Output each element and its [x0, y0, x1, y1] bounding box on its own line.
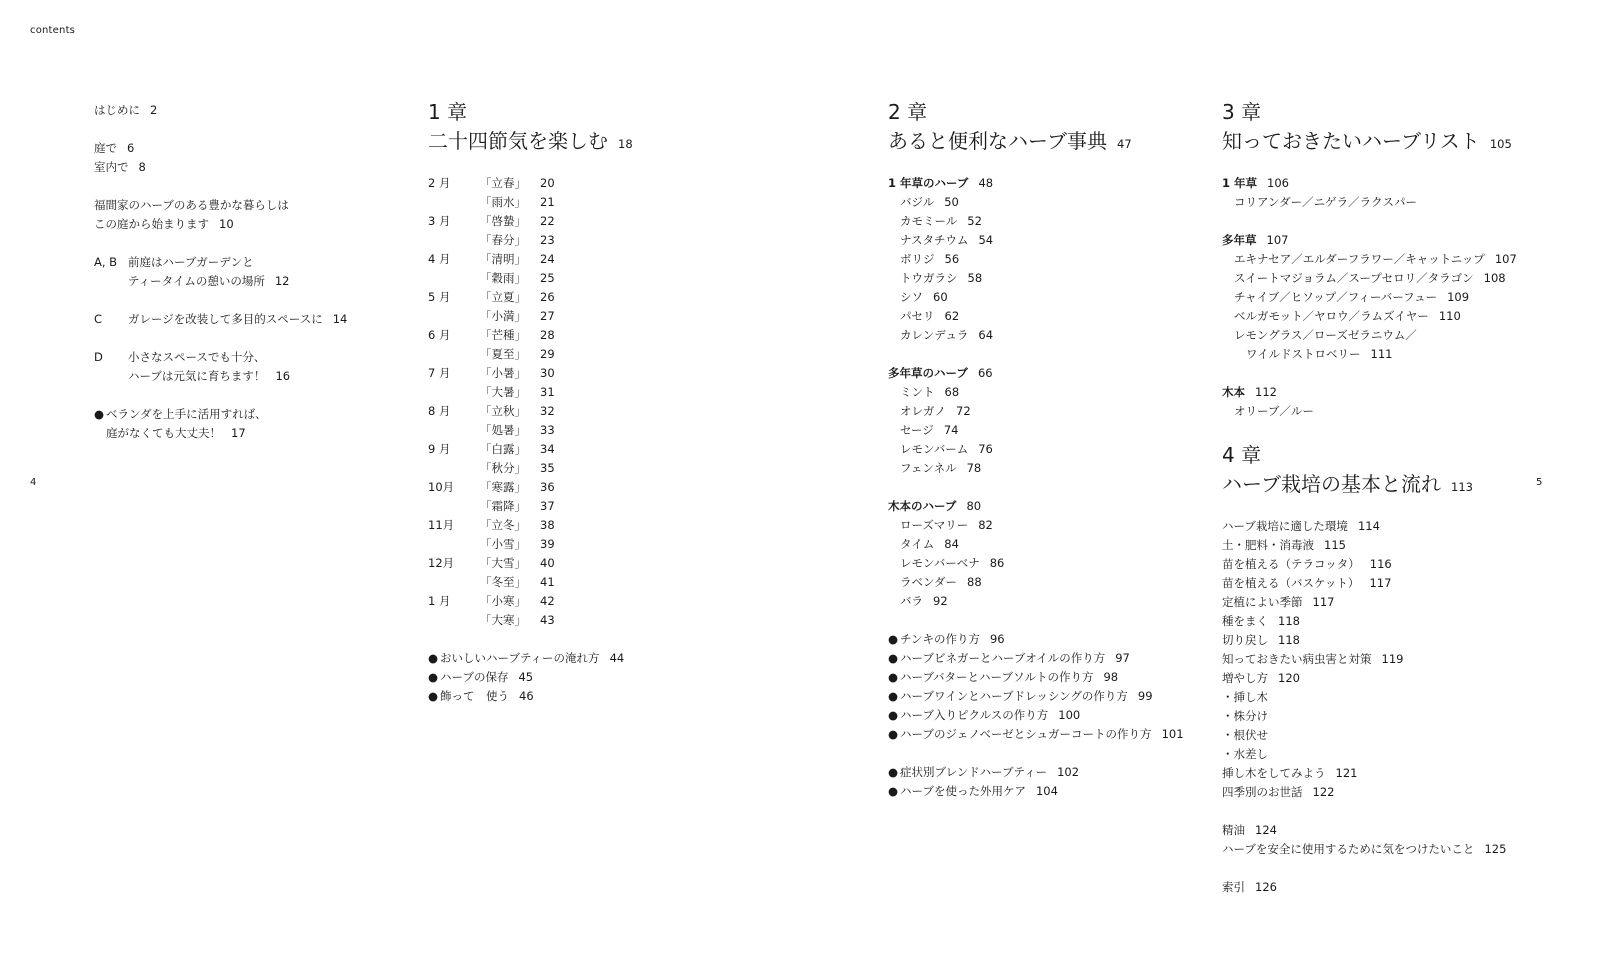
- entry-label: 増やし方: [1222, 671, 1268, 685]
- entry-label: トウガラシ: [900, 271, 958, 285]
- toc-entry[interactable]: この庭から始まります 10: [94, 217, 234, 231]
- chapter-2-column: [888, 98, 1208, 801]
- herb-list-item[interactable]: [1222, 269, 1552, 288]
- toc-entry[interactable]: [1222, 707, 1552, 726]
- page-number: 92: [933, 594, 948, 608]
- herb-entry[interactable]: [888, 383, 1208, 402]
- heading-label: 木本のハーブ: [888, 499, 957, 513]
- toc-entry[interactable]: [428, 649, 808, 668]
- page-number: 22: [540, 214, 555, 228]
- term-label: 「立冬」: [480, 518, 526, 532]
- toc-entry[interactable]: [1222, 612, 1552, 631]
- toc-entry[interactable]: ティータイムの憩いの場所 12: [128, 274, 290, 288]
- perennial-list: [1222, 250, 1552, 326]
- page-number: 21: [540, 195, 555, 209]
- term-label: 「清明」: [480, 252, 526, 266]
- bullet-icon: ●: [888, 708, 899, 722]
- page-number: 33: [540, 423, 555, 437]
- herb-entry[interactable]: [888, 554, 1208, 573]
- entry-label: バラ: [900, 594, 923, 608]
- page-number: 62: [944, 309, 960, 323]
- herb-list-item[interactable]: ワイルドストロベリー 111: [1246, 347, 1393, 361]
- solar-term-entry[interactable]: [428, 345, 808, 364]
- entry-label: ・根伏せ: [1222, 728, 1268, 742]
- chapter-number: 1 章: [428, 100, 468, 124]
- chapter-title[interactable]: ハーブ栽培の基本と流れ 113: [1222, 472, 1473, 496]
- bullet-icon: ●: [428, 670, 439, 684]
- care-list: [888, 763, 1208, 801]
- solar-term-entry[interactable]: [428, 421, 808, 440]
- chapter-title[interactable]: 知っておきたいハーブリスト 105: [1222, 129, 1512, 153]
- solar-term-entry[interactable]: [428, 554, 808, 573]
- entry-label: カレンデュラ: [900, 328, 969, 342]
- solar-term-entry[interactable]: [428, 326, 808, 345]
- bullet-icon: ●: [428, 651, 439, 665]
- term-label: 「立秋」: [480, 404, 526, 418]
- page-number: 36: [540, 480, 555, 494]
- entry-label: ・水差し: [1222, 747, 1268, 761]
- entry-label: チンキの作り方: [900, 632, 980, 646]
- page-number: 34: [540, 442, 555, 456]
- entry-label: ハーブバターとハーブソルトの作り方: [900, 670, 1094, 684]
- page-number: 118: [1278, 614, 1300, 628]
- page-number: 27: [540, 309, 555, 323]
- toc-entry[interactable]: [428, 687, 808, 706]
- page-number: 96: [989, 632, 1005, 646]
- chapter-3-4-column: [1222, 98, 1552, 897]
- page-number: 84: [944, 537, 959, 551]
- toc-entry[interactable]: [888, 649, 1208, 668]
- entry-label: ・株分け: [1222, 709, 1268, 723]
- entry-label: ハーブの保存: [440, 670, 509, 684]
- herb-entry[interactable]: [888, 402, 1208, 421]
- page-number: 110: [1438, 309, 1461, 323]
- page-number: 98: [1103, 670, 1119, 684]
- solar-term-entry[interactable]: [428, 478, 808, 497]
- page-number: 45: [518, 670, 534, 684]
- entry-label: フェンネル: [900, 461, 957, 475]
- heading-label: 多年草のハーブ: [888, 366, 968, 380]
- bullet-icon: ●: [94, 407, 105, 421]
- entry-label: 症状別ブレンドハーブティー: [900, 765, 1048, 779]
- solar-terms-list: [428, 174, 808, 630]
- page-number: 50: [944, 195, 959, 209]
- page-number: 56: [944, 252, 960, 266]
- page-number: 99: [1137, 689, 1153, 703]
- toc-entry[interactable]: [1222, 745, 1552, 764]
- herb-list-item[interactable]: [1222, 250, 1552, 269]
- month-label: 7 月: [428, 366, 451, 380]
- month-label: 10月: [428, 480, 455, 494]
- entry-label: バジル: [900, 195, 935, 209]
- term-label: 「大寒」: [480, 613, 526, 627]
- chapter-title[interactable]: あると便利なハーブ事典 47: [888, 129, 1132, 153]
- page-number: 117: [1312, 595, 1335, 609]
- bullet-icon: ●: [888, 689, 899, 703]
- solar-term-entry[interactable]: [428, 497, 808, 516]
- month-label: 6 月: [428, 328, 451, 342]
- solar-term-entry[interactable]: [428, 402, 808, 421]
- page-number: 29: [540, 347, 555, 361]
- toc-entry[interactable]: [888, 725, 1208, 744]
- page-number: 43: [540, 613, 555, 627]
- entry-label: ハーブのジェノベーゼとシュガーコートの作り方: [900, 727, 1152, 741]
- herb-list-item[interactable]: コリアンダー／ニゲラ／ラクスパー: [1234, 195, 1417, 209]
- page-number: 20: [540, 176, 555, 190]
- entry-label: 苗を植える（バスケット）: [1222, 576, 1360, 590]
- page-number: 107: [1494, 252, 1517, 266]
- toc-entry[interactable]: C ガレージを改装して多目的スペースに 14: [94, 312, 348, 326]
- toc-entry[interactable]: [888, 668, 1208, 687]
- page-number: 32: [540, 404, 555, 418]
- entry-label: パセリ: [900, 309, 935, 323]
- herb-entry[interactable]: [888, 307, 1208, 326]
- section-heading[interactable]: [888, 364, 1208, 383]
- entry-label: エキナセア／エルダーフラワー／キャットニップ: [1234, 252, 1485, 266]
- entry-label: レモンバーベナ: [900, 556, 980, 570]
- entry-label: ナスタチウム: [900, 233, 969, 247]
- page-number: 48: [978, 176, 994, 190]
- entry-label: ラベンダー: [900, 575, 958, 589]
- toc-entry[interactable]: D 小さなスペースでも十分、: [94, 350, 266, 364]
- page-number: 40: [540, 556, 555, 570]
- bullet-icon: ●: [888, 784, 899, 798]
- herb-entry[interactable]: [888, 535, 1208, 554]
- chapter-1-column: [428, 98, 808, 706]
- solar-term-entry[interactable]: [428, 611, 808, 630]
- entry-label: シソ: [900, 290, 923, 304]
- page-number: 44: [609, 651, 625, 665]
- page-number: 23: [540, 233, 555, 247]
- bullet-icon: ●: [888, 651, 899, 665]
- term-label: 「処暑」: [480, 423, 526, 437]
- term-label: 「雨水」: [480, 195, 526, 209]
- herb-entry[interactable]: [888, 459, 1208, 478]
- page-number: 46: [519, 689, 534, 703]
- chapter-number: 4 章: [1222, 443, 1262, 467]
- page-number: 76: [978, 442, 993, 456]
- toc-entry[interactable]: [1222, 593, 1552, 612]
- toc-entry[interactable]: [1222, 688, 1552, 707]
- herb-entry[interactable]: [888, 250, 1208, 269]
- toc-entry[interactable]: 庭がなくても大丈夫！ 17: [106, 426, 246, 440]
- page-number: 114: [1357, 519, 1380, 533]
- page-number: 122: [1312, 785, 1335, 799]
- page-number: 42: [540, 594, 555, 608]
- solar-term-entry[interactable]: [428, 535, 808, 554]
- toc-entry-line[interactable]: 福間家のハーブのある豊かな暮らしは: [94, 198, 289, 212]
- toc-entry[interactable]: ● ベランダを上手に活用すれば、: [94, 407, 267, 421]
- entry-label: タイム: [900, 537, 935, 551]
- chapter-1-extras: [428, 649, 808, 706]
- page-number: 30: [540, 366, 555, 380]
- solar-term-entry[interactable]: [428, 250, 808, 269]
- month-label: 2 月: [428, 176, 451, 190]
- solar-term-entry[interactable]: [428, 269, 808, 288]
- page-number: 52: [967, 214, 982, 228]
- page-number: 26: [540, 290, 555, 304]
- entry-label: ハーブワインとハーブドレッシングの作り方: [900, 689, 1128, 703]
- term-label: 「大雪」: [480, 556, 526, 570]
- term-label: 「大暑」: [480, 385, 526, 399]
- herb-list-item[interactable]: [1222, 288, 1552, 307]
- month-label: 3 月: [428, 214, 451, 228]
- entry-label: 切り戻し: [1222, 633, 1268, 647]
- page-number: 115: [1324, 538, 1346, 552]
- herb-list-item[interactable]: オリーブ／ルー: [1234, 404, 1314, 418]
- page-number-right: 5: [1536, 477, 1543, 488]
- term-label: 「白露」: [480, 442, 526, 456]
- herb-entry[interactable]: [888, 212, 1208, 231]
- toc-entry[interactable]: ハーブは元気に育ちます！ 16: [128, 369, 291, 383]
- page-number: 41: [540, 575, 555, 589]
- page-number: 121: [1335, 766, 1358, 780]
- section-heading[interactable]: [888, 497, 1208, 516]
- chapter-number: 3 章: [1222, 100, 1262, 124]
- solar-term-entry[interactable]: [428, 307, 808, 326]
- solar-term-entry[interactable]: [428, 212, 808, 231]
- solar-term-entry[interactable]: [428, 592, 808, 611]
- page-number: 119: [1381, 652, 1404, 666]
- index-entry[interactable]: 索引 126: [1222, 880, 1277, 894]
- term-label: 「寒露」: [480, 480, 526, 494]
- entry-label: ミント: [900, 385, 935, 399]
- herb-entry[interactable]: [888, 231, 1208, 250]
- page-number: 31: [540, 385, 555, 399]
- entry-label: 挿し木をしてみよう: [1222, 766, 1326, 780]
- page-number: 80: [966, 499, 982, 513]
- page-number: 101: [1161, 727, 1184, 741]
- entry-label: ローズマリー: [900, 518, 969, 532]
- entry-label: おいしいハーブティーの淹れ方: [440, 651, 600, 665]
- page-number: 125: [1484, 842, 1507, 856]
- page-number: 38: [540, 518, 555, 532]
- page-number: 37: [540, 499, 555, 513]
- solar-term-entry[interactable]: [428, 364, 808, 383]
- entry-label: ハーブを安全に使用するために気をつけたいこと: [1222, 842, 1475, 856]
- term-label: 「立春」: [480, 176, 526, 190]
- entry-label: 精油: [1222, 823, 1245, 837]
- bullet-icon: ●: [888, 727, 899, 741]
- term-label: 「霜降」: [480, 499, 526, 513]
- month-label: 9 月: [428, 442, 451, 456]
- page-number: 68: [944, 385, 960, 399]
- page-number: 39: [540, 537, 555, 551]
- section-heading[interactable]: [888, 174, 1208, 193]
- month-label: 5 月: [428, 290, 451, 304]
- cultivation-more: [1222, 821, 1552, 859]
- page-number: 58: [967, 271, 983, 285]
- toc-entry[interactable]: [428, 668, 808, 687]
- entry-label: 飾って 使う: [440, 689, 510, 703]
- page-number: 108: [1483, 271, 1506, 285]
- entry-label: ベルガモット／ヤロウ／ラムズイヤー: [1234, 309, 1429, 323]
- term-label: 「小雪」: [480, 537, 526, 551]
- herb-entry[interactable]: [888, 516, 1208, 535]
- toc-entry[interactable]: はじめに 2: [94, 103, 158, 117]
- term-label: 「春分」: [480, 233, 526, 247]
- term-label: 「夏至」: [480, 347, 526, 361]
- solar-term-entry[interactable]: [428, 174, 808, 193]
- page-number: 60: [933, 290, 948, 304]
- toc-entry[interactable]: [888, 763, 1208, 782]
- toc-entry[interactable]: [1222, 821, 1552, 840]
- page-number: 66: [977, 366, 993, 380]
- entry-label: ボリジ: [900, 252, 935, 266]
- herb-entry[interactable]: [888, 421, 1208, 440]
- toc-entry[interactable]: [888, 687, 1208, 706]
- cultivation-list: [1222, 517, 1552, 802]
- entry-label: ハーブ入りピクルスの作り方: [900, 708, 1049, 722]
- herb-entry[interactable]: [888, 326, 1208, 345]
- page-number: 97: [1115, 651, 1130, 665]
- entry-label: レモンバーム: [900, 442, 969, 456]
- page-number: 104: [1035, 784, 1058, 798]
- solar-term-entry[interactable]: [428, 383, 808, 402]
- page-number: 72: [956, 404, 971, 418]
- entry-label: ハーブ栽培に適した環境: [1222, 519, 1348, 533]
- bullet-icon: ●: [888, 670, 899, 684]
- solar-term-entry[interactable]: [428, 231, 808, 250]
- term-label: 「小暑」: [480, 366, 526, 380]
- toc-entry[interactable]: [888, 630, 1208, 649]
- term-label: 「啓蟄」: [480, 214, 526, 228]
- page-number: 100: [1058, 708, 1081, 722]
- entry-label: カモミール: [900, 214, 958, 228]
- herb-entry[interactable]: [888, 440, 1208, 459]
- month-label: 1 月: [428, 594, 451, 608]
- section-heading[interactable]: 多年草 107: [1222, 233, 1289, 247]
- herb-list-item[interactable]: レモングラス／ローズゼラニウム／: [1234, 328, 1417, 342]
- entry-label: チャイブ／ヒソップ／フィーバーフュー: [1234, 290, 1438, 304]
- solar-term-entry[interactable]: [428, 516, 808, 535]
- solar-term-entry[interactable]: [428, 440, 808, 459]
- herb-groups: [888, 174, 1208, 630]
- running-header: contents: [30, 25, 76, 36]
- entry-label: 種をまく: [1222, 614, 1268, 628]
- page-number: 28: [540, 328, 555, 342]
- heading-label: 1 年草のハーブ: [888, 176, 969, 190]
- page-number-left: 4: [30, 477, 37, 488]
- herb-entry[interactable]: [888, 269, 1208, 288]
- page-number: 109: [1447, 290, 1470, 304]
- toc-entry[interactable]: [888, 782, 1208, 801]
- term-label: 「立夏」: [480, 290, 526, 304]
- page-number: 54: [978, 233, 994, 247]
- bullet-icon: ●: [888, 632, 899, 646]
- toc-entry[interactable]: [1222, 764, 1552, 783]
- entry-label: ハーブビネガーとハーブオイルの作り方: [900, 651, 1106, 665]
- toc-entry[interactable]: 庭で 6: [94, 141, 135, 155]
- page-number: 124: [1255, 823, 1277, 837]
- page-number: 35: [540, 461, 555, 475]
- month-label: 8 月: [428, 404, 451, 418]
- herb-list-item[interactable]: [1222, 307, 1552, 326]
- term-label: 「小寒」: [480, 594, 526, 608]
- bullet-icon: ●: [888, 765, 899, 779]
- page-number: 78: [966, 461, 982, 475]
- page-number: 82: [978, 518, 993, 532]
- entry-label: スイートマジョラム／スープセロリ／タラゴン: [1234, 271, 1474, 285]
- solar-term-entry[interactable]: [428, 573, 808, 592]
- solar-term-entry[interactable]: [428, 459, 808, 478]
- chapter-number: 2 章: [888, 100, 928, 124]
- section-heading[interactable]: 木本 112: [1222, 385, 1277, 399]
- entry-label: ・挿し木: [1222, 690, 1268, 704]
- toc-entry[interactable]: 室内で 8: [94, 160, 146, 174]
- entry-label: オレガノ: [900, 404, 946, 418]
- chapter-title[interactable]: 二十四節気を楽しむ 18: [428, 129, 633, 153]
- page-number: 64: [978, 328, 994, 342]
- term-label: 「秋分」: [480, 461, 526, 475]
- term-label: 「小満」: [480, 309, 526, 323]
- toc-entry[interactable]: [1222, 726, 1552, 745]
- toc-entry[interactable]: [1222, 669, 1552, 688]
- entry-label: ハーブを使った外用ケア: [900, 784, 1026, 798]
- entry-label: 知っておきたい病虫害と対策: [1222, 652, 1372, 666]
- recipe-list: [888, 630, 1208, 744]
- page-number: 118: [1278, 633, 1300, 647]
- page-number: 24: [540, 252, 555, 266]
- herb-entry[interactable]: [888, 573, 1208, 592]
- term-label: 「穀雨」: [480, 271, 526, 285]
- entry-label: 定植によい季節: [1222, 595, 1303, 609]
- month-label: 11月: [428, 518, 455, 532]
- toc-entry[interactable]: [1222, 574, 1552, 593]
- page-number: 86: [989, 556, 1005, 570]
- month-label: 12月: [428, 556, 455, 570]
- month-label: 4 月: [428, 252, 451, 266]
- entry-label: 四季別のお世話: [1222, 785, 1303, 799]
- page-number: 74: [943, 423, 959, 437]
- solar-term-entry[interactable]: [428, 193, 808, 212]
- herb-entry[interactable]: [888, 288, 1208, 307]
- toc-entry[interactable]: [1222, 555, 1552, 574]
- toc-entry[interactable]: [1222, 631, 1552, 650]
- toc-entry[interactable]: [1222, 517, 1552, 536]
- solar-term-entry[interactable]: [428, 288, 808, 307]
- toc-entry[interactable]: [888, 706, 1208, 725]
- term-label: 「冬至」: [480, 575, 526, 589]
- herb-entry[interactable]: [888, 592, 1208, 611]
- toc-entry[interactable]: [1222, 536, 1552, 555]
- entry-label: 苗を植える（テラコッタ）: [1222, 557, 1360, 571]
- page-number: 25: [540, 271, 555, 285]
- bullet-icon: ●: [428, 689, 439, 703]
- page-number: 117: [1369, 576, 1392, 590]
- toc-entry[interactable]: A, B 前庭はハーブガーデンと: [94, 255, 254, 269]
- page-number: 102: [1057, 765, 1080, 779]
- intro-column: [94, 101, 394, 443]
- section-heading[interactable]: 1 年草 106: [1222, 176, 1289, 190]
- toc-entry[interactable]: [1222, 840, 1552, 859]
- entry-label: セージ: [900, 423, 934, 437]
- entry-label: 土・肥料・消毒液: [1222, 538, 1314, 552]
- toc-entry[interactable]: [1222, 650, 1552, 669]
- page-number: 88: [967, 575, 982, 589]
- herb-entry[interactable]: [888, 193, 1208, 212]
- toc-entry[interactable]: [1222, 783, 1552, 802]
- term-label: 「芒種」: [480, 328, 526, 342]
- page-number: 120: [1278, 671, 1300, 685]
- page-number: 116: [1369, 557, 1392, 571]
